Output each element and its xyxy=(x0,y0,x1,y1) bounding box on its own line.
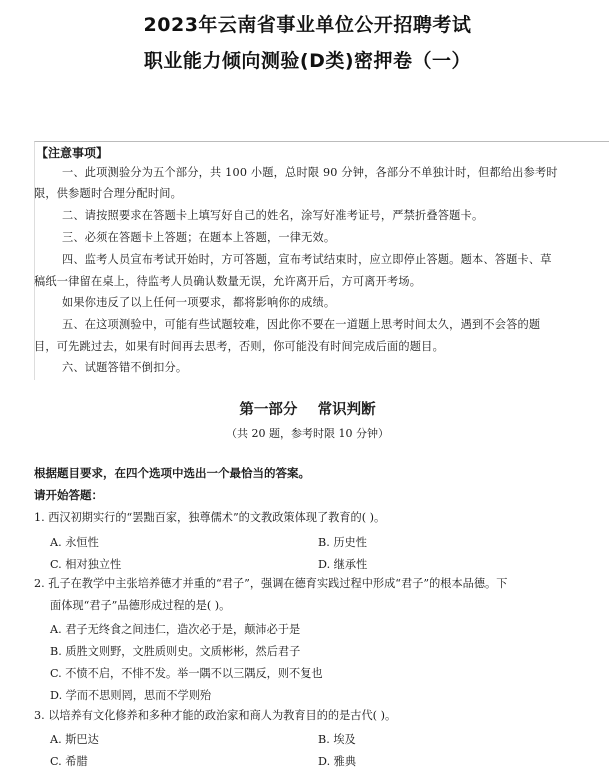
notice-heading: 【注意事项】 xyxy=(36,146,109,160)
question-2-stem-cont: 面体现“君子”品德形成过程的是( )。 xyxy=(50,599,231,612)
question-2-option-c: C. 不愤不启，不悱不发。举一隅不以三隅反，则不复也 xyxy=(50,667,323,680)
question-1-option-a: A. 永恒性 xyxy=(50,536,99,549)
notice-item-1a: 一、此项测验分为五个部分，共 100 小题，总时限 90 分钟，各部分不单独计时，但都给出参考时 xyxy=(62,166,558,179)
notice-item-4b: 稿纸一律留在桌上，待监考人员确认数量无误，允许离开后，方可离开考场。 xyxy=(34,275,422,288)
notice-item-5a: 五、在这项测验中，可能有些试题较难，因此你不要在一道题上思考时间太久，遇到不会答的题 xyxy=(62,318,541,331)
notice-item-5b: 目，可先跳过去，如果有时间再去思考，否则，你可能没有时间完成后面的题目。 xyxy=(34,340,444,353)
question-3-option-d: D. 雅典 xyxy=(318,755,357,768)
question-1-option-b: B. 历史性 xyxy=(318,536,367,549)
notice-item-2: 二、请按照要求在答题卡上填写好自己的姓名，涂写好准考证号，严禁折叠答题卡。 xyxy=(62,209,484,222)
notice-item-4a: 四、监考人员宣布考试开始时，方可答题，宣布考试结束时，应立即停止答题。题本、答题卡、草 xyxy=(62,253,552,266)
notice-item-4c: 如果你违反了以上任何一项要求，都将影响你的成绩。 xyxy=(62,296,336,309)
question-3-stem: 3. 以培养有文化修养和多种才能的政治家和商人为教育目的的是古代( )。 xyxy=(34,709,397,722)
instruction-text: 根据题目要求，在四个选项中选出一个最恰当的答案。 xyxy=(34,466,310,480)
question-3-option-c: C. 希腊 xyxy=(50,755,88,768)
notice-item-3: 三、必须在答题卡上答题；在题本上答题，一律无效。 xyxy=(62,231,336,244)
question-3-option-a: A. 斯巴达 xyxy=(50,733,99,746)
question-2-option-a: A. 君子无终食之间违仁，造次必于是，颠沛必于是 xyxy=(50,623,301,636)
question-1-option-d: D. 继承性 xyxy=(318,558,368,571)
exam-title: 2023年云南省事业单位公开招聘考试 xyxy=(143,14,472,36)
notice-item-6: 六、试题答错不倒扣分。 xyxy=(62,361,188,374)
section-title: 第一部分 常识判断 xyxy=(239,402,376,418)
question-2-stem: 2. 孔子在教学中主张培养德才并重的“君子”，强调在德育实践过程中形成“君子”的根本品德。下 xyxy=(34,577,508,590)
question-2-option-d: D. 学而不思则罔，思而不学则殆 xyxy=(50,689,212,702)
exam-subtitle: 职业能力倾向测验(D类)密押卷（一） xyxy=(143,50,472,72)
question-2-option-b: B. 质胜文则野，文胜质则史。文质彬彬，然后君子 xyxy=(50,645,301,658)
start-text: 请开始答题： xyxy=(34,488,103,502)
question-1-stem: 1. 西汉初期实行的“罢黜百家，独尊儒术”的文教政策体现了教育的( )。 xyxy=(34,511,386,524)
notice-item-1b: 限，供参题时合理分配时间。 xyxy=(34,187,183,200)
question-3-option-b: B. 埃及 xyxy=(318,733,356,746)
question-1-option-c: C. 相对独立性 xyxy=(50,558,122,571)
section-subtitle: （共 20 题，参考时限 10 分钟） xyxy=(226,427,389,440)
